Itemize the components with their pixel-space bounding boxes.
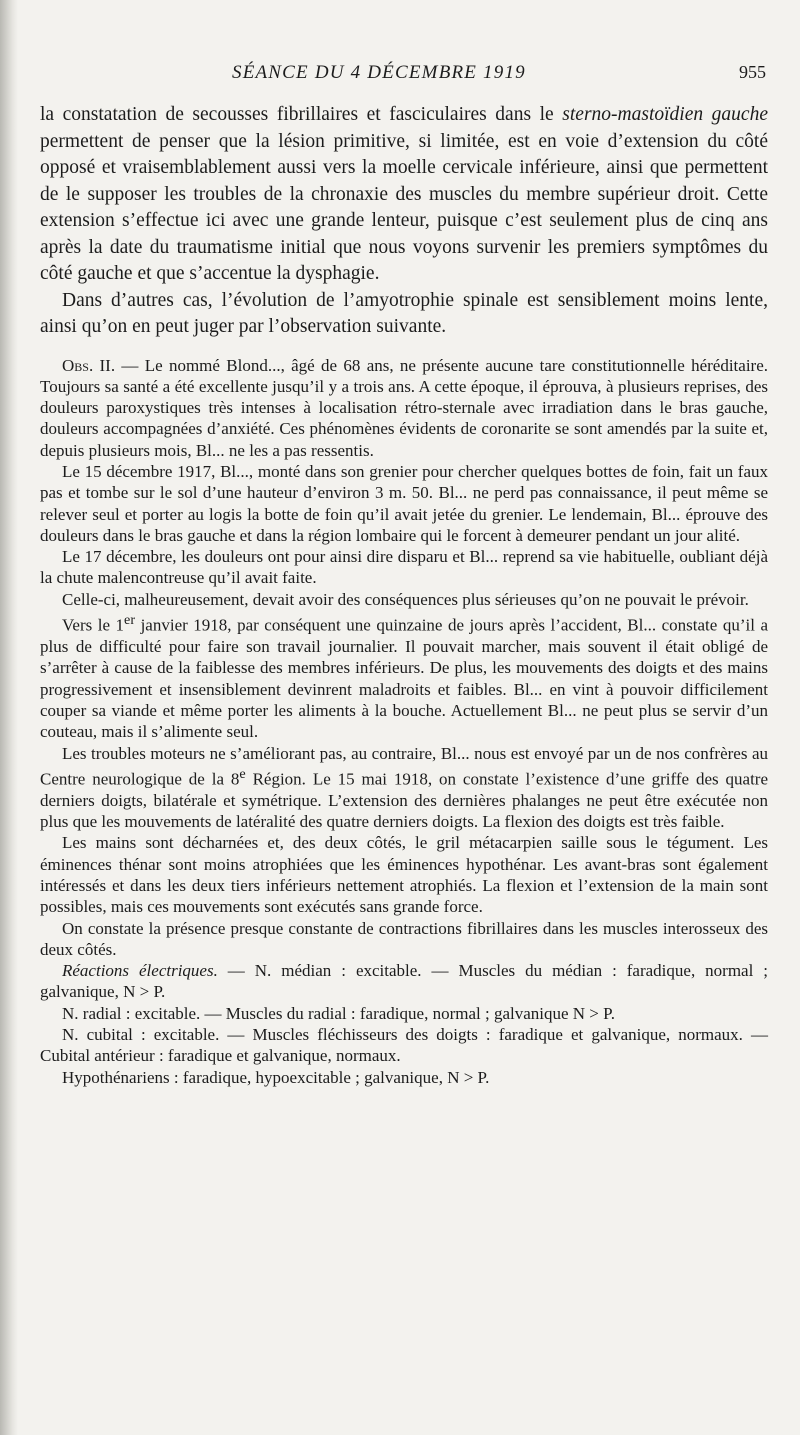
superscript: e <box>239 765 246 782</box>
main-text <box>40 102 768 341</box>
paragraph-continuation <box>40 102 768 288</box>
paragraph-fibrillary: On constate la présence presque constante de contractions fibrillaires dans les muscles interosseux des deux côtés. <box>40 918 768 959</box>
observation-intro <box>40 355 768 461</box>
text-run: — Le nommé Blond..., âgé de 68 ans, ne présente aucune tare constitutionnelle héréditaire. Toujours sa santé a été excellente jusqu’il y a trois ans. A cette époque, il éprouva, à plusieurs reprises, des douleurs paroxystiques très intenses à localisation rétro-sternale avec irradiation dans le bras gauche, douleurs accompagnées d’anxiété. Ces phénomènes évidents de coronarite se sont amendés par la suite et, depuis plusieurs mois, Bl... ne les a pas ressentis. <box>40 355 769 460</box>
page-header <box>0 62 800 86</box>
paragraph-consequences: Celle-ci, malheureusement, devait avoir des conséquences plus sérieuses qu’on ne pouvait le prévoir. <box>62 589 749 609</box>
page-number: 955 <box>739 62 766 82</box>
running-head: SÉANCE DU 4 DÉCEMBRE 1919 <box>232 62 526 83</box>
text-run: permettent de penser que la lésion primitive, si limitée, est en voie d’extension du côté opposé et vraisemblablement aussi vers la moelle cervicale inférieure, ainsi que permettent de le supposer les troubles de la chronaxie des muscles du membre supérieur droit. Cette extension s’effectue ici avec une grande lenteur, puisque c’est seulement plus de cinq ans après la date du traumatisme initial que nous voyons survenir les premiers symptômes du côté gauche et que s’accentue la dysphagie. <box>40 130 768 284</box>
page-body <box>40 102 768 1088</box>
paragraph-hypothenar: Hypothénariens : faradique, hypoexcitable ; galvanique, N > P. <box>62 1067 490 1087</box>
superscript: er <box>124 612 136 629</box>
paragraph-hands: Les mains sont décharnées et, des deux côtés, le gril métacarpien saille sous le tégument. Les éminences thénar sont moins atrophiées que les éminences hypothénar. Les avant-bras sont également intéressés et dans les deux tiers inférieurs nettement atrophiés. La flexion et l’extension de la main sont possibles, mais ces mouvements sont exécutés sans grande force. <box>40 833 768 917</box>
text-run: — N. médian : excitable. — Muscles du médian : faradique, normal ; galvanique, N > P. <box>40 961 768 1002</box>
text-run: janvier 1918, par conséquent une quinzaine de jours après l’accident, Bl... constate qu’il a plus de difficulté pour faire son travail journalier. Il pouvait marcher, mais souvent il était obligé de s’arrêter à cause de la faiblesse des membres inférieurs. De plus, les mouvements des doigts et des mains progressivement et insensiblement devinrent maladroits et faibles. Bl... en vint à pouvoir difficilement couper sa viande et même porter les aliments à la bouche. Actuellement Bl... ne peut plus se servir d’un couteau, mais il s’alimente seul. <box>40 615 768 742</box>
paragraph-cubital: N. cubital : excitable. — Muscles fléchisseurs des doigts : faradique et galvanique, normaux. — Cubital antérieur : faradique et galvanique, normaux. <box>40 1025 768 1066</box>
paragraph-17-december: Le 17 décembre, les douleurs ont pour ainsi dire disparu et Bl... reprend sa vie habituelle, oubliant déjà la chute malencontreuse qu’il avait faite. <box>40 547 768 588</box>
text-run: Vers le 1 <box>62 615 125 635</box>
paragraph-electrical-reactions <box>40 960 768 1003</box>
paragraph-motor-troubles <box>40 743 768 833</box>
observation-section <box>40 355 768 1088</box>
paragraph-radial: N. radial : excitable. — Muscles du radial : faradique, normal ; galvanique N > P. <box>62 1003 615 1023</box>
paragraph-january <box>40 610 768 742</box>
page-edge-shadow <box>0 0 18 1435</box>
paragraph-transition: Dans d’autres cas, l’évolution de l’amyotrophie spinale est sensiblement moins lente, ainsi qu’on en peut juger par l’observation suivante. <box>40 289 768 337</box>
text-run: Les troubles moteurs ne s’améliorant pas, au contraire, Bl... nous est envoyé par un de nos confrères au Centre neurologique de la 8 <box>40 743 768 789</box>
paragraph-15-december: Le 15 décembre 1917, Bl..., monté dans son grenier pour chercher quelques bottes de foin, fait un faux pas et tombe sur le sol d’une hauteur d’environ 3 m. 50. Bl... ne perd pas connaissance, il peut même se relever seul et porter au logis la botte de foin qu’il avait jetée du grenier. Le lendemain, Bl... éprouve des douleurs dans le bras gauche et dans la région lombaire qui le forcent à demeurer pendant un jour alité. <box>40 461 768 545</box>
electrical-reactions-label: Réactions électriques. <box>62 961 218 981</box>
text-run: la constatation de secousses fibrillaires et fasciculaires dans le <box>40 104 563 125</box>
text-run: Région. Le 15 mai 1918, on constate l’existence d’une griffe des quatre derniers doigts, bilatérale et symétrique. L’extension des dernières phalanges ne peut être exécutée non plus que les mouvements de latéralité des quatre derniers doigts. La flexion des doigts est très faible. <box>40 769 768 832</box>
muscle-name-italic: sterno-mastoïdien gauche <box>562 104 768 125</box>
observation-label: Obs. II. <box>62 355 116 375</box>
